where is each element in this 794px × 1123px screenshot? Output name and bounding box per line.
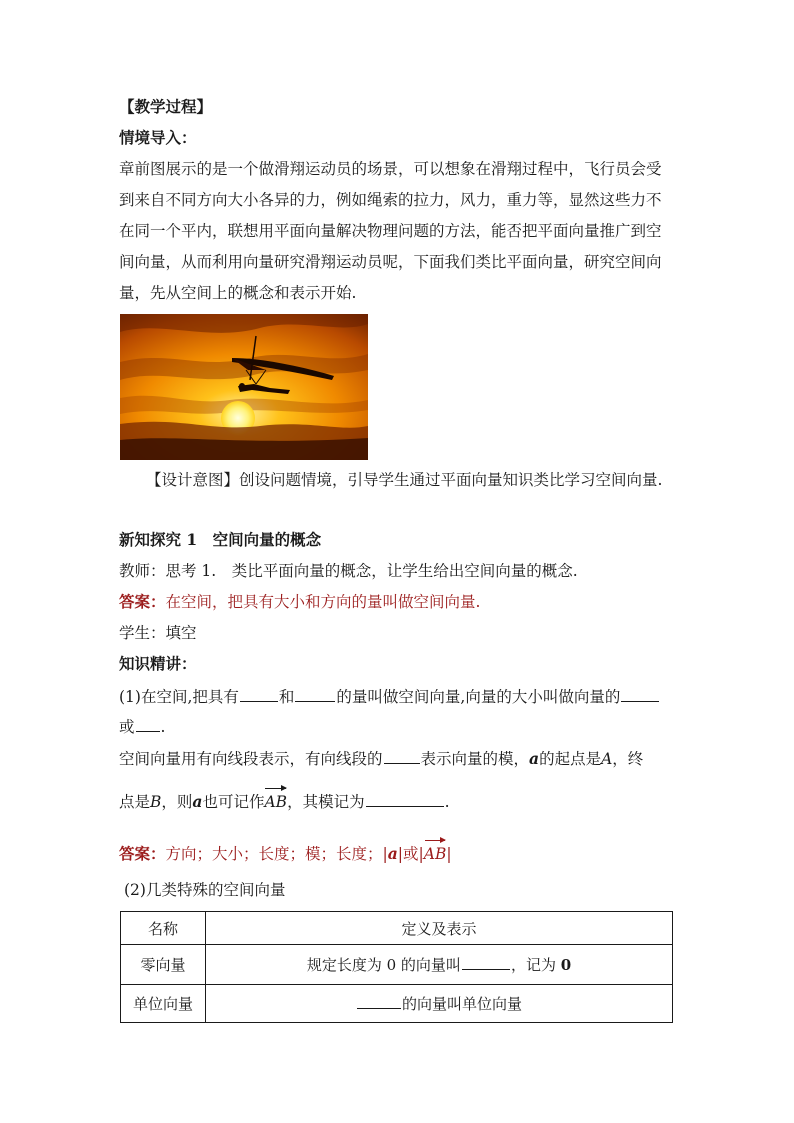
fill-blank — [384, 748, 420, 764]
fill-blank — [357, 993, 401, 1009]
knowledge-title: 知识精讲： — [119, 654, 197, 673]
special-vectors-table — [120, 911, 673, 1023]
design-intent: 【设计意图】创设问题情境，引导学生通过平面向量知识类比学习空间向量. — [146, 471, 663, 489]
knowledge-line-4 — [119, 786, 450, 812]
text: ，终 — [612, 750, 644, 768]
knowledge-line-3 — [119, 748, 643, 769]
fill-blank — [136, 716, 160, 732]
text: 表示向量的模， — [420, 750, 530, 768]
text: ，记为 — [510, 956, 561, 974]
vector-ab: AB — [424, 838, 447, 864]
text: 和 — [278, 688, 295, 706]
answer1-label: 答案： — [119, 592, 166, 611]
table-cell-name: 零向量 — [121, 945, 206, 985]
text: 规定长度为 0 的向量叫 — [306, 956, 461, 974]
student-line: 学生：填空 — [119, 624, 197, 642]
knowledge-line-2 — [119, 716, 165, 737]
fill-blank — [366, 791, 444, 807]
teacher-line: 教师：思考 1. 类比平面向量的概念，让学生给出空间向量的概念. — [119, 562, 578, 580]
answer1-line — [119, 592, 480, 612]
text: | — [446, 845, 452, 863]
text: 或 — [119, 718, 135, 736]
text: |或| — [397, 845, 424, 863]
text: 空间向量用有向线段表示，有向线段的 — [119, 750, 383, 768]
knowledge-line-1 — [119, 686, 660, 707]
table-row — [121, 985, 673, 1023]
intro-line: 间向量，从而利用向量研究滑翔运动员呢，下面我们类比平面向量，研究空间向 — [119, 253, 662, 271]
table-header-cell: 名称 — [121, 912, 206, 945]
point-b: B — [150, 793, 162, 811]
table-header-cell: 定义及表示 — [206, 912, 673, 945]
answer2-text: 方向；大小；长度；模；长度；| — [165, 845, 388, 863]
hang-glider-sunset-photo — [120, 314, 368, 460]
answer1-text: 在空间，把具有大小和方向的量叫做空间向量. — [165, 593, 481, 611]
zero-vector-symbol: 0 — [560, 956, 572, 974]
vector-a: a — [387, 844, 398, 863]
text: 的量叫做空间向量,向量的大小叫做向量的 — [336, 688, 621, 706]
section1-title: 新知探究 1 空间向量的概念 — [119, 530, 322, 549]
answer2-label: 答案： — [119, 844, 166, 863]
intro-title: 情境导入： — [119, 128, 197, 147]
table-cell-name: 单位向量 — [121, 985, 206, 1023]
vector-a: a — [529, 749, 540, 768]
point-a: A — [601, 750, 613, 768]
fill-blank — [462, 954, 510, 970]
text: ，其模记为 — [287, 793, 365, 811]
table-row — [121, 945, 673, 985]
heading: 【教学过程】 — [119, 97, 213, 116]
text: 点是 — [119, 793, 151, 811]
special-title: (2)几类特殊的空间向量 — [124, 881, 286, 899]
table-cell-definition — [206, 985, 673, 1023]
fill-blank — [295, 686, 335, 702]
text: ，则 — [161, 793, 193, 811]
table-cell-definition — [206, 945, 673, 985]
text: . — [160, 718, 166, 736]
vector-a: a — [192, 792, 203, 811]
table-header-row — [121, 912, 673, 945]
answer2-line — [119, 838, 452, 864]
text: . — [444, 793, 450, 811]
text: 也可记作 — [202, 793, 265, 811]
text: 的起点是 — [539, 750, 602, 768]
intro-line: 在同一个平内，联想用平面向量解决物理问题的方法，能否把平面向量推广到空 — [119, 222, 662, 240]
fill-blank — [240, 686, 278, 702]
fill-blank — [621, 686, 659, 702]
text: (1)在空间,把具有 — [119, 688, 239, 706]
vector-ab: AB — [264, 786, 287, 812]
intro-line: 到来自不同方向大小各异的力，例如绳索的拉力，风力，重力等，显然这些力不 — [119, 191, 662, 209]
intro-line: 量，先从空间上的概念和表示开始. — [119, 284, 357, 302]
text: 的向量叫单位向量 — [401, 995, 522, 1013]
intro-line: 章前图展示的是一个做滑翔运动员的场景，可以想象在滑翔过程中，飞行员会受 — [119, 160, 662, 178]
